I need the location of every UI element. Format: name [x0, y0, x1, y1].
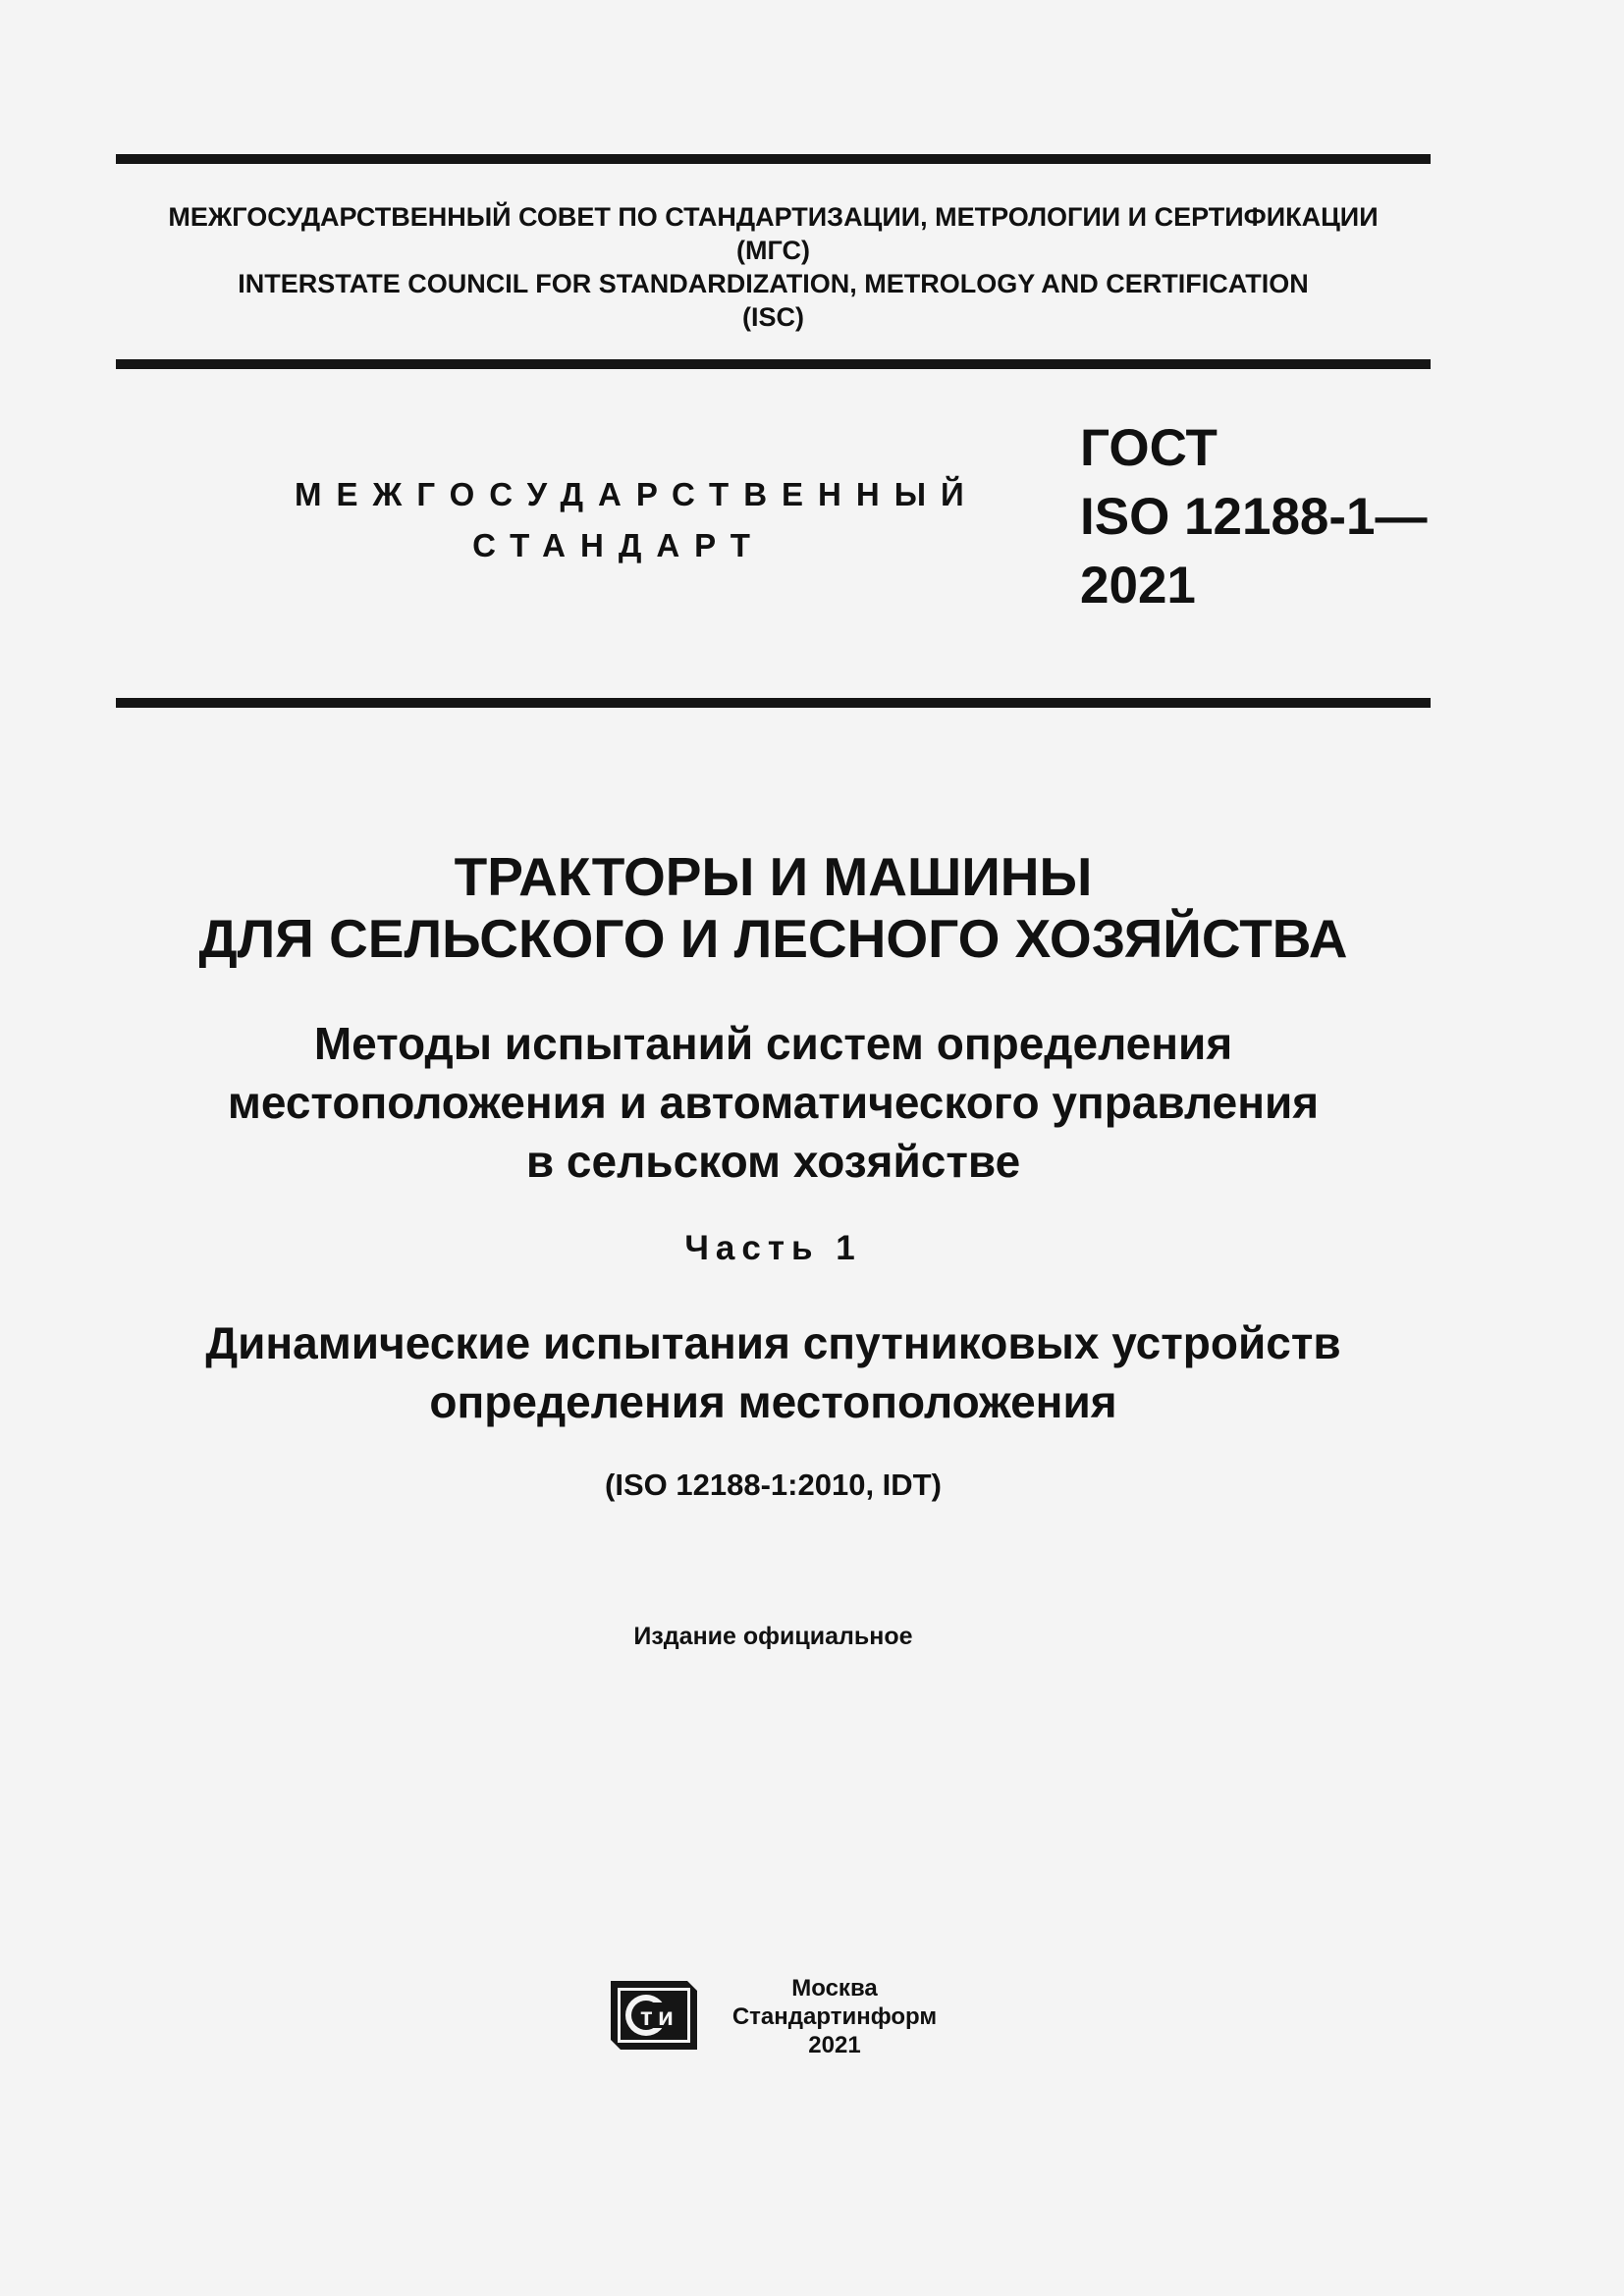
council-rule — [116, 359, 1431, 369]
standard-number-line2: ISO 12188-1— — [1080, 488, 1428, 546]
subtitle-line1: Методы испытаний систем определения — [313, 1018, 1233, 1069]
standard-type-label — [295, 469, 979, 571]
standard-type-line1: МЕЖГОСУДАРСТВЕННЫЙ — [295, 476, 979, 512]
subtitle-line2: местоположения и автоматического управления — [227, 1077, 1320, 1128]
council-header — [116, 200, 1431, 334]
council-abbr-ru: (МГС) — [736, 236, 810, 265]
subtitle — [0, 1014, 1546, 1191]
publisher-name: Стандартинформ — [731, 2003, 938, 2030]
subtitle-line3: в сельском хозяйстве — [525, 1136, 1021, 1187]
main-title-line1: ТРАКТОРЫ И МАШИНЫ — [454, 846, 1093, 907]
svg-text:и: и — [658, 2002, 674, 2031]
publisher-year: 2021 — [808, 2032, 861, 2058]
council-name-ru: МЕЖГОСУДАРСТВЕННЫЙ СОВЕТ ПО СТАНДАРТИЗАЦИИ, МЕТРОЛОГИИ И СЕРТИФИКАЦИИ — [168, 202, 1379, 232]
edition-note: Издание официальное — [633, 1623, 913, 1650]
standard-number-line1: ГОСТ — [1080, 419, 1218, 477]
part-title-line1: Динамические испытания спутниковых устройств — [205, 1317, 1341, 1368]
standard-type-line2: СТАНДАРТ — [472, 527, 765, 563]
council-name-en: INTERSTATE COUNCIL FOR STANDARDIZATION, METROLOGY AND CERTIFICATION — [238, 269, 1309, 298]
header-bottom-rule — [116, 698, 1431, 708]
main-title-line2: ДЛЯ СЕЛЬСКОГО И ЛЕСНОГО ХОЗЯЙСТВА — [198, 908, 1348, 969]
standartinform-logo-icon — [609, 1979, 699, 2052]
main-title — [0, 846, 1546, 970]
iso-reference: (ISO 12188-1:2010, IDT) — [605, 1468, 942, 1502]
publisher-block — [717, 1974, 952, 2059]
part-title — [0, 1313, 1546, 1431]
publisher-city: Москва — [791, 1975, 878, 2002]
svg-text:т: т — [640, 2002, 653, 2031]
standard-number-line3: 2021 — [1080, 557, 1196, 614]
top-rule — [116, 154, 1431, 164]
part-title-line2: определения местоположения — [429, 1376, 1117, 1427]
part-number: Часть 1 — [684, 1229, 862, 1267]
standard-number — [1080, 414, 1428, 620]
council-abbr-en: (ISC) — [742, 302, 804, 332]
